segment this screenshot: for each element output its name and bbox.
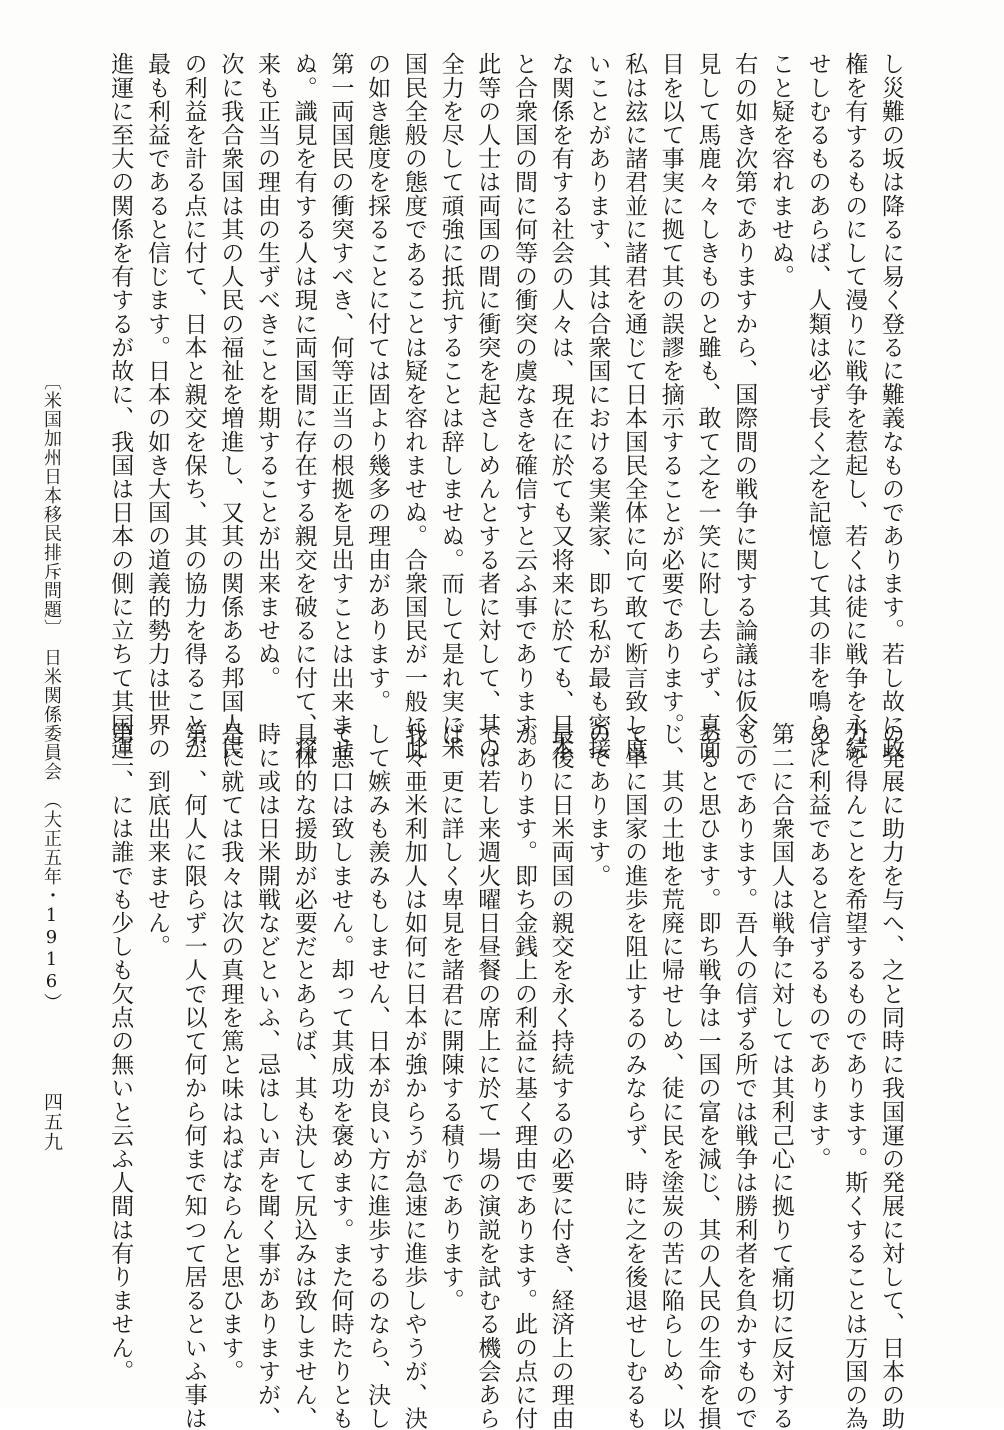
page-number: 四五九: [41, 1092, 63, 1152]
text-line: 第一、何人に限らず一人で以て何から何まで知つて居るといふ事は: [180, 722, 207, 1430]
text-line: 時に或は日米開戦などといふ、忌はしい声を聞く事がありますが、: [254, 722, 281, 1430]
text-line: ものであります。吾人の信ずる所では戦争は勝利者を負かすもので: [731, 722, 758, 1430]
text-line: 是に就ては我々は次の真理を篤と味はねばならんと思ひます。: [217, 722, 244, 1383]
text-line: ば、更に詳しく卑見を諸君に開陳する積りであります。: [437, 722, 464, 1312]
text-line: めに利益であると信ずるものであります。: [804, 722, 831, 1171]
text-line: ぬ。識見を有する人は現に両国間に存在する親交を破るに付て、将: [290, 52, 317, 760]
text-line: 国民全般の態度であることは疑を容れませぬ。合衆国民が一般に此: [400, 52, 427, 760]
text-line: あると思ひます。即ち戦争は一国の富を減じ、其の人民の生命を損: [694, 722, 721, 1430]
text-line: じ、其の土地を荒廃に帰せしめ、徒に民を塗炭の苦に陥らしめ、以: [657, 722, 684, 1430]
text-line: があります。即ち金銭上の利益に基く理由であります。此の点に付: [510, 722, 537, 1430]
text-line: 次に我合衆国は其の人民の福祉を増進し、又其の関係ある邦国人民: [217, 52, 244, 760]
text-line: 目を以て事実に拠て其の誤謬を摘示することが必要であります。: [657, 52, 684, 737]
text-line: いことがあります、其は合衆国における実業家、即ち私が最も密接: [584, 52, 611, 760]
text-line: 我々亜米利加人は如何に日本が強からうが急速に進歩しやうが、決: [400, 722, 427, 1430]
text-line: 右の如き次第でありますから、国際間の戦争に関する論議は仮令一: [731, 52, 758, 760]
text-line: て悪口は致しません。却って其成功を褒めます。また何時たりとも: [327, 722, 354, 1430]
text-line: 最も利益であると信じます。日本の如き大国の道義的勢力は世界の: [143, 52, 170, 760]
text-line: の利益を計る点に付て、日本と親交を保ち、其の協力を得ることが: [180, 52, 207, 760]
lower-text-block: [102, 722, 909, 1430]
upper-text-block: [102, 52, 909, 760]
text-line: 第二、には誰でも少しも欠点の無いと云ふ人間は有りません。: [107, 722, 134, 1383]
text-line: て単に国家の進歩を阻止するのみならず、時に之を後退せしむるも: [621, 722, 648, 1430]
text-line: の発展に助力を与へ、之と同時に我国運の発展に対して、日本の助: [878, 722, 904, 1430]
text-line: 第一両国民の衝突すべき、何等正当の根拠を見出すことは出来ませ: [327, 52, 354, 760]
text-line: 最後に日米両国の親交を永く持続するの必要に付き、経済上の理由: [547, 722, 574, 1430]
text-line: 私は玆に諸君並に諸君を通じて日本国民全体に向て敢て断言致し度: [621, 52, 648, 760]
source-footer: 〔米国加州日本移民排斥問題〕 日米関係委員会 （大正五年・1916）: [41, 372, 62, 1012]
text-line: 権を有するものにして漫りに戦争を惹起し、若くは徒に戦争を永続: [841, 52, 868, 760]
text-line: の如き態度を採ることに付ては固より幾多の理由があります。: [364, 52, 391, 713]
text-line: 具体的な援助が必要だとあらば、其も決して尻込みは致しません、: [290, 722, 317, 1430]
text-line: 到底出来ません。: [143, 722, 170, 958]
text-line: のであります。: [584, 722, 611, 888]
text-line: こと疑を容れませぬ。: [767, 52, 794, 288]
text-line: ては若し来週火曜日昼餐の席上に於て一場の演説を試むる機会あら: [474, 722, 501, 1430]
text-line: と合衆国の間に何等の衝突の虞なきを確信すと云ふ事であります。: [510, 52, 537, 760]
text-line: 進運に至大の関係を有するが故に、我国は日本の側に立ちて其国運: [107, 52, 134, 760]
text-line: し災難の坂は降るに易く登るに難義なものであります。若し故に政: [878, 52, 904, 760]
text-line: 力を得んことを希望するものであります。斯くすることは万国の為: [841, 722, 868, 1430]
text-line: して嫉みも羨みもしません、日本が良い方に進歩するのなら、決し: [364, 722, 391, 1430]
text-line: 見して馬鹿々々しきものと雖も、敢て之を一笑に附し去らず、真面: [694, 52, 721, 760]
text-line: 全力を尽して頑強に抵抗することは辞しませぬ。而して是れ実に米: [437, 52, 464, 760]
text-line: 来も正当の理由の生ずべきことを期することが出来ませぬ。: [254, 52, 281, 690]
text-line: 第二に合衆国人は戦争に対しては其利己心に拠りて痛切に反対する: [767, 722, 794, 1430]
text-line: な関係を有する社会の人々は、現在に於ても又将来に於ても、日本: [547, 52, 574, 760]
text-line: せしむるものあらば、人類は必ず長く之を記憶して其の非を鳴らす: [804, 52, 831, 760]
text-line: 此等の人士は両国の間に衝突を起さしめんとする者に対して、其の: [474, 52, 501, 760]
